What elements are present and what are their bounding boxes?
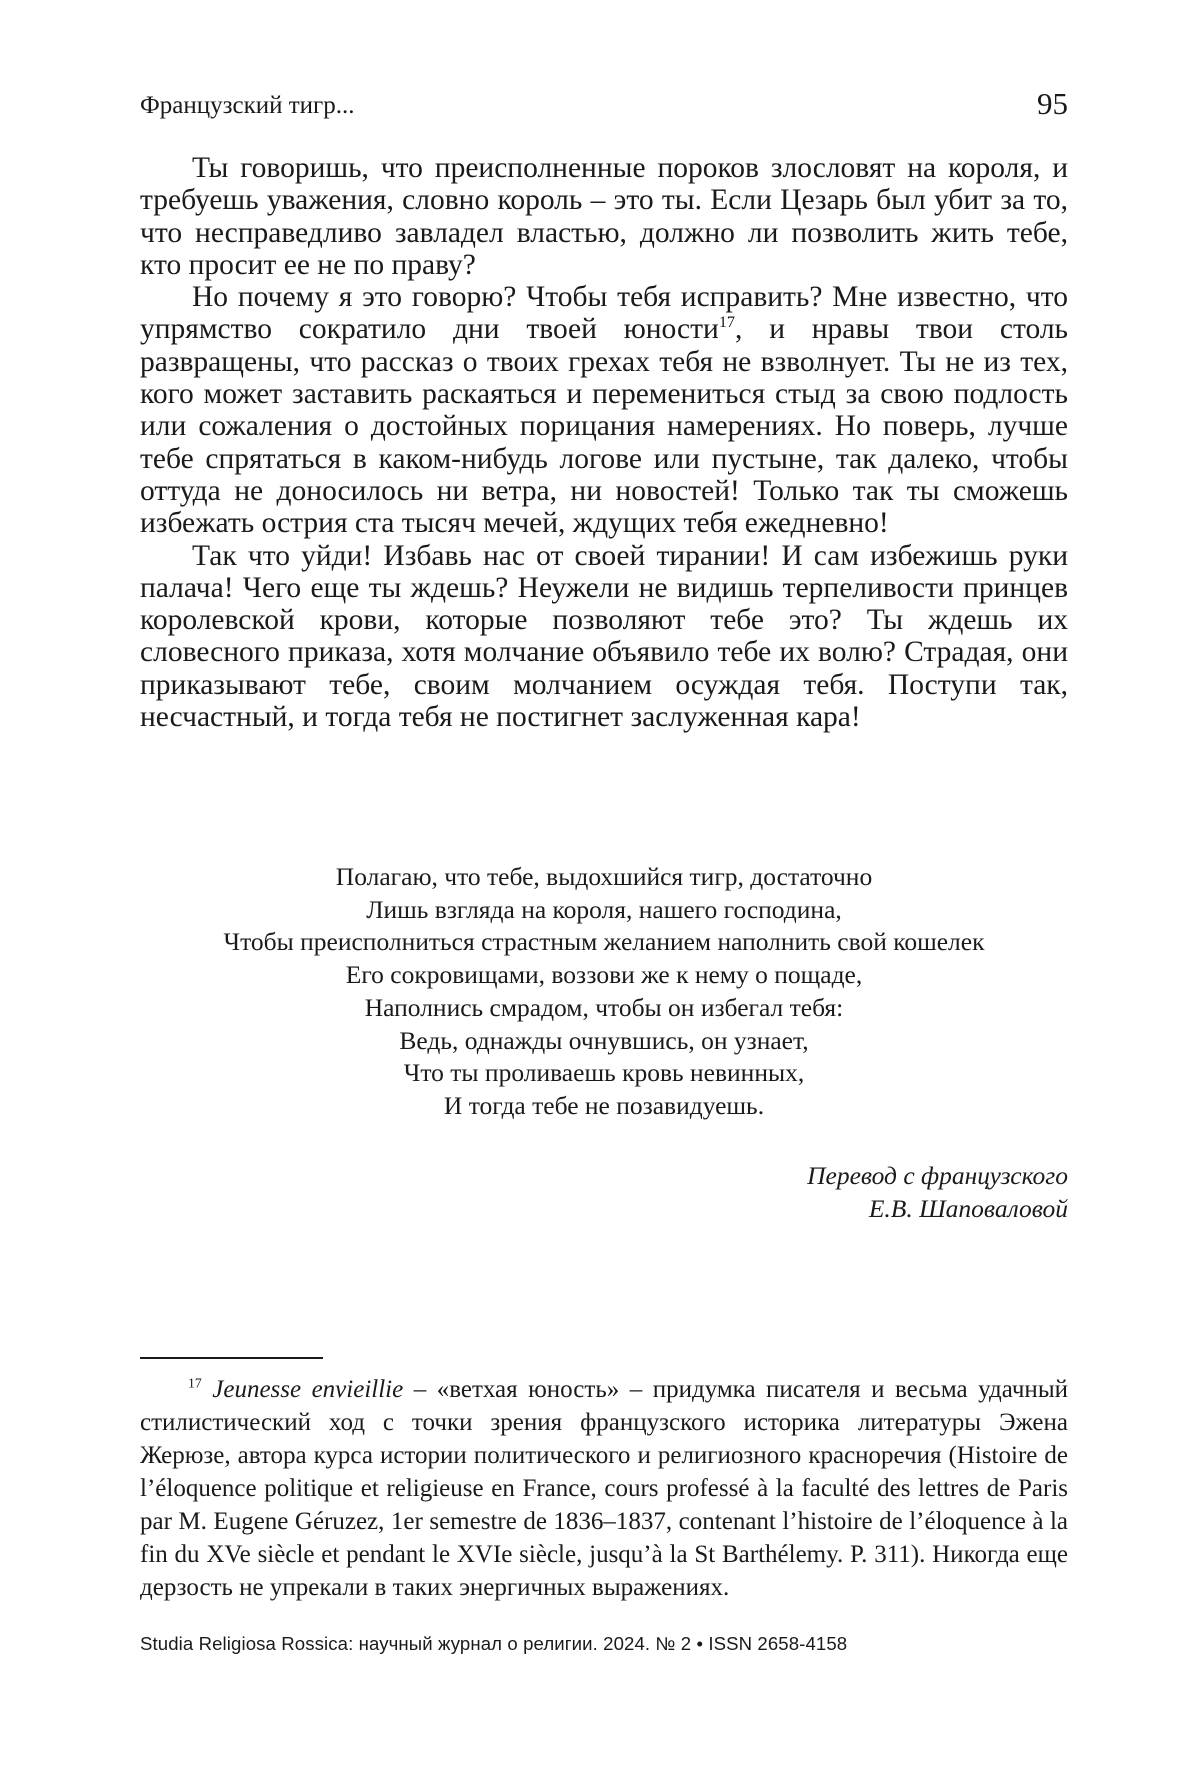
poem-line: И тогда тебе не позавидуешь. <box>443 1090 765 1120</box>
main-text <box>140 152 1068 733</box>
poem-line: Чтобы преисполниться страстным желанием наполнить свой кошелек <box>223 927 985 957</box>
translation-credit <box>807 1160 1068 1225</box>
paragraph-2-text-a: Но почему я это говорю? Чтобы тебя исправить? Мне известно, что упрямство сократило дни твоей юности <box>140 281 1068 346</box>
footnote-reference[interactable]: 17 <box>718 313 736 332</box>
page-header <box>140 86 1068 126</box>
poem-line: Что ты проливаешь кровь невинных, <box>403 1058 805 1088</box>
poem <box>140 861 1068 1123</box>
poem-line: Полагаю, что тебе, выдохшийся тигр, достаточно <box>335 862 873 891</box>
poem-line: Его сокровищами, воззови же к нему о пощаде, <box>345 960 863 990</box>
footnote-divider <box>140 1357 323 1359</box>
paragraph-2-text-b: , и нравы твои столь развращены, что рассказ о твоих грехах тебя не взволнует. Ты не из тех, кого может заставить раскаяться и перемениться стыд за свою подлость или сожаления о достойных порицания намерениях. Но поверь, лучше тебе спрятаться в каком-нибудь логове или пустыне, так далеко, чтобы оттуда не доносилось ни ветра, ни новостей! Только так ты сможешь избежать острия ста тысяч мечей, ждущих тебя ежедневно! <box>140 313 1068 540</box>
credit-line-2: Е.В. Шаповаловой <box>868 1193 1068 1223</box>
poem-line: Ведь, однажды очнувшись, он узнает, <box>399 1025 809 1055</box>
journal-footer: Studia Religiosa Rossica: научный журнал о религии. 2024. № 2 • ISSN 2658-4158 <box>140 1633 848 1654</box>
footnote-number: 17 <box>188 1375 202 1391</box>
poem-line: Лишь взгляда на короля, нашего господина, <box>366 894 842 924</box>
paragraph-2 <box>140 281 1068 539</box>
footnote-term: Jeunesse envieillie <box>212 1376 404 1403</box>
paragraph-3: Так что уйди! Избавь нас от своей тирании! И сам избежишь руки палача! Чего еще ты ждешь? Неужели не видишь терпеливости принцев королевской крови, которые позволяют тебе это? Ты ждешь их словесного приказа, хотя молчание объявило тебе их волю? Страдая, они приказывают тебе, своим молчанием осуждая тебя. Поступи так, несчастный, и тогда тебя не постигнет заслуженная кара! <box>140 539 1068 734</box>
poem-line: Наполнись смрадом, чтобы он избегал тебя: <box>364 992 844 1022</box>
running-title: Французский тигр... <box>140 92 355 119</box>
credit-line-1: Перевод с французского <box>807 1161 1068 1190</box>
page-number: 95 <box>1037 86 1068 121</box>
paragraph-1: Ты говоришь, что преисполненные пороков злословят на короля, и требуешь уважения, словно король – это ты. Если Цезарь был убит за то, что несправедливо завладел властью, должно ли позволить жить тебе, кто просит ее не по праву? <box>140 152 1068 281</box>
footnote-17 <box>140 1373 1068 1604</box>
footnote-text: – «ветхая юность» – придумка писателя и весьма удачный стилистический ход с точки зрения французского историка литературы Эжена Жерюзе, автора курса истории политического и религиозного красноречия (Histoire de l’éloquence politique et religieuse en France, cours professé à la faculté des lettres de Paris par M. Eugene Géruzez, 1er semestre de 1836–1837, contenant l’histoire de l’éloquence à la fin du XVe siècle et pendant le XVIe siècle, jusqu’à la St Barthélemy. P. 311). Никогда еще дерзость не упрекали в таких энергичных выражениях. <box>140 1376 1068 1601</box>
